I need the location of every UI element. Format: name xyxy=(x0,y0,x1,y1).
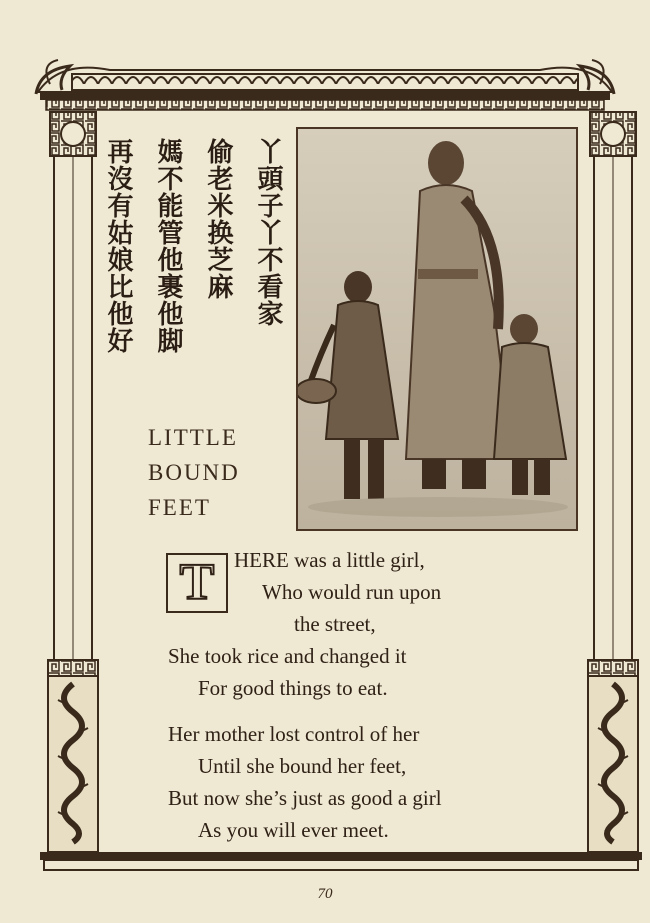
poem-line-9: As you will ever meet. xyxy=(198,818,389,842)
chinese-column-2: 偷老米换芝麻 xyxy=(203,138,233,300)
base-bar xyxy=(40,852,642,870)
poem-title xyxy=(148,420,240,525)
title-line-3: FEET xyxy=(148,495,211,520)
drop-cap xyxy=(166,553,228,613)
roof-ornament xyxy=(36,60,614,110)
chinese-verse xyxy=(98,138,288,378)
title-line-2: BOUND xyxy=(148,460,240,485)
photo-illustration xyxy=(298,129,576,529)
photograph xyxy=(296,127,578,531)
drop-cap-letter: T xyxy=(179,554,215,611)
poem-line-2: Who would run upon xyxy=(262,580,442,604)
poem-line-4: She took rice and changed it xyxy=(168,644,407,668)
right-pillar xyxy=(588,112,638,852)
left-pillar xyxy=(48,112,98,852)
page-number: 70 xyxy=(317,886,333,902)
chinese-column-4: 再沒有姑娘比他好 xyxy=(103,138,133,354)
poem-line-5: For good things to eat. xyxy=(198,676,388,700)
poem-line-8: But now she’s just as good a girl xyxy=(168,786,442,810)
chinese-column-1: 丫頭子丫不看家 xyxy=(253,138,283,327)
poem-line-7: Until she bound her feet, xyxy=(198,754,407,778)
poem-line-3: the street, xyxy=(294,612,376,636)
poem-line-1: HERE was a little girl, xyxy=(234,548,425,572)
poem-line-6: Her mother lost control of her xyxy=(168,722,420,746)
title-line-1: LITTLE xyxy=(148,425,238,450)
chinese-column-3: 媽不能管他裹他脚 xyxy=(153,138,183,354)
